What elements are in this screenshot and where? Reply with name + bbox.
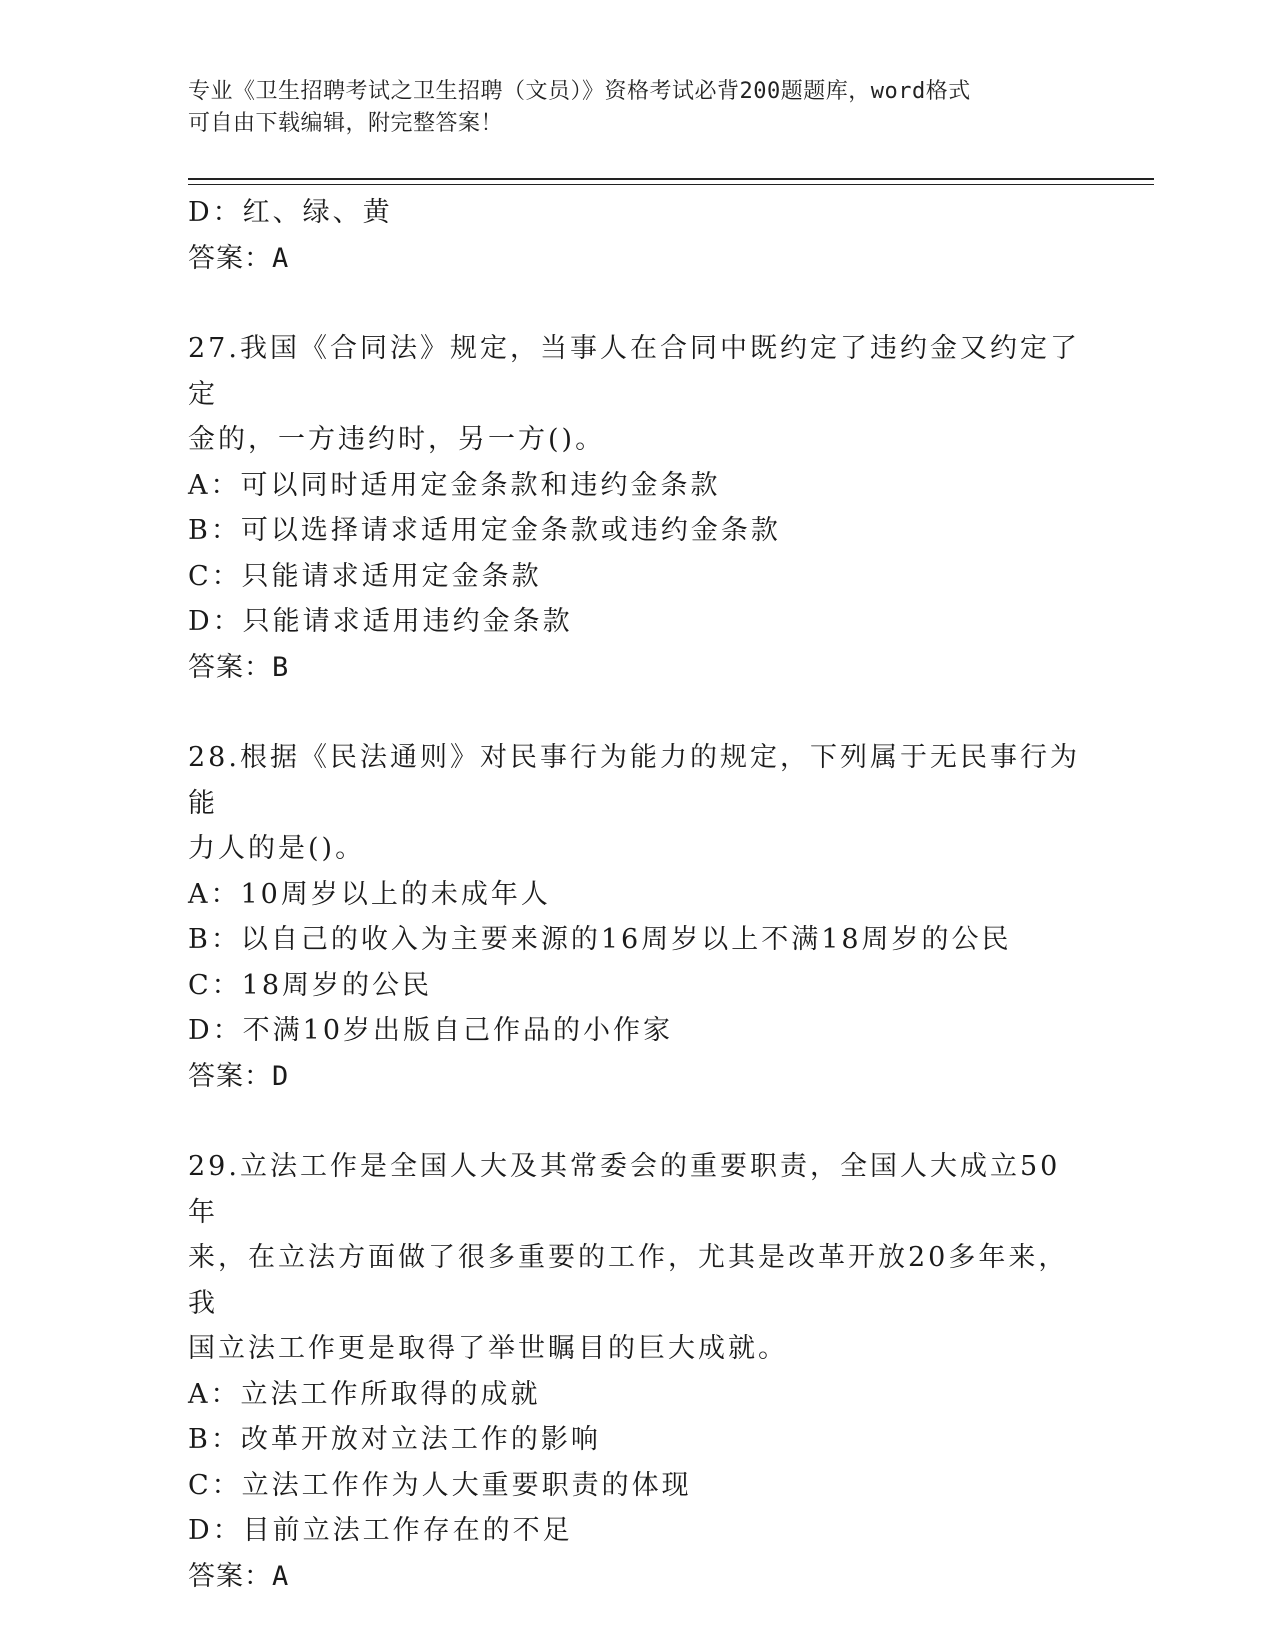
answer-line: 答案：B	[188, 651, 290, 683]
document-body	[188, 190, 1088, 1599]
document-header	[188, 76, 1068, 140]
option-c: C：18周岁的公民	[188, 969, 433, 1001]
option-b: B：改革开放对立法工作的影响	[188, 1424, 601, 1455]
header-title-line-1: 专业《卫生招聘考试之卫生招聘（文员）》资格考试必背200题题库，word格式	[188, 79, 971, 104]
header-title-line-2: 可自由下载编辑，附完整答案！	[188, 111, 504, 136]
question-stem-line: 金的，一方违约时，另一方()。	[188, 424, 606, 455]
option-a: A：立法工作所取得的成就	[188, 1378, 541, 1410]
header-divider-thick	[188, 178, 1154, 180]
question-stem-line: 27.我国《合同法》规定，当事人在合同中既约定了违约金又约定了定	[188, 333, 1080, 410]
question-28	[188, 735, 1088, 1099]
spacer	[188, 1099, 1088, 1144]
previous-question-tail	[188, 190, 1088, 281]
answer-line: 答案：D	[188, 1060, 290, 1092]
question-stem-line: 28.根据《民法通则》对民事行为能力的规定，下列属于无民事行为能	[188, 742, 1080, 819]
answer-line: 答案：A	[188, 242, 290, 274]
option-d: D：目前立法工作存在的不足	[188, 1515, 573, 1546]
option-a: A：10周岁以上的未成年人	[188, 878, 551, 910]
option-c: C：只能请求适用定金条款	[188, 560, 542, 592]
question-stem-line: 来，在立法方面做了很多重要的工作，尤其是改革开放20多年来，我	[188, 1242, 1069, 1319]
option-d: D：红、绿、黄	[188, 197, 393, 228]
question-stem-line: 29.立法工作是全国人大及其常委会的重要职责，全国人大成立50年	[188, 1151, 1061, 1228]
option-a: A：可以同时适用定金条款和违约金条款	[188, 469, 721, 501]
spacer	[188, 690, 1088, 735]
question-stem-line: 力人的是()。	[188, 833, 366, 864]
option-d: D：不满10岁出版自己作品的小作家	[188, 1015, 674, 1046]
option-b: B：以自己的收入为主要来源的16周岁以上不满18周岁的公民	[188, 924, 1012, 955]
question-27	[188, 326, 1088, 690]
option-d: D：只能请求适用违约金条款	[188, 606, 573, 637]
spacer	[188, 281, 1088, 326]
question-stem-line: 国立法工作更是取得了举世瞩目的巨大成就。	[188, 1333, 788, 1364]
answer-line: 答案：A	[188, 1560, 290, 1592]
question-29	[188, 1144, 1088, 1599]
header-divider-thin	[188, 184, 1154, 185]
option-c: C：立法工作作为人大重要职责的体现	[188, 1469, 692, 1501]
option-b: B：可以选择请求适用定金条款或违约金条款	[188, 515, 781, 546]
